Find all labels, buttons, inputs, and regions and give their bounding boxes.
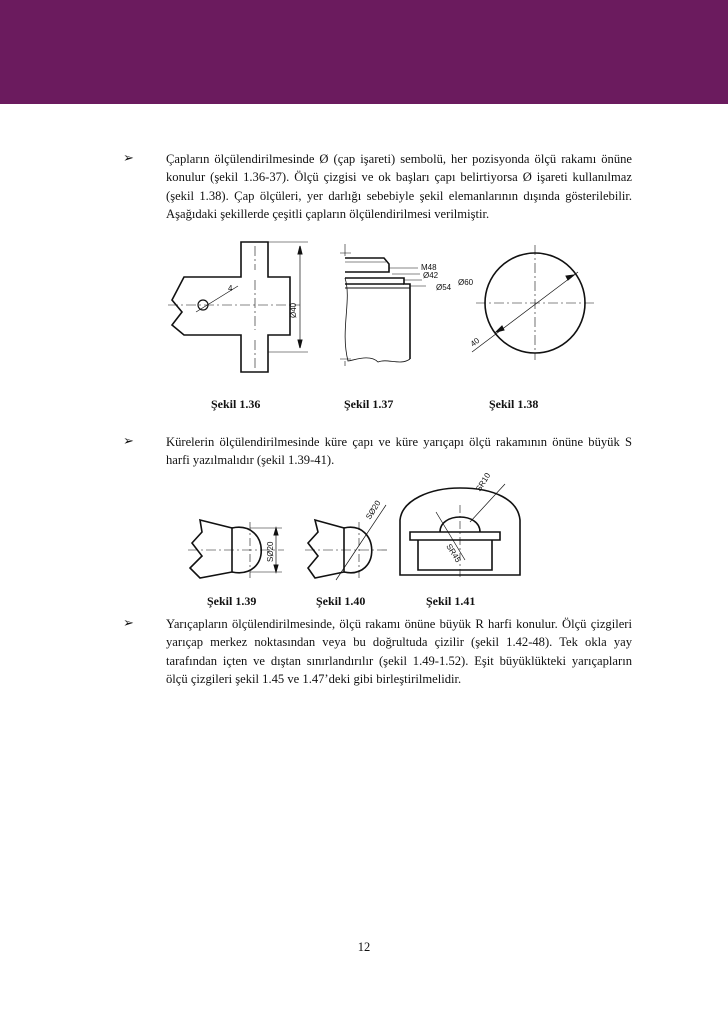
figure-1-40-drawing <box>305 505 388 580</box>
figure-1-38-drawing <box>472 245 594 360</box>
caption-fig-1-37: Şekil 1.37 <box>344 397 394 411</box>
dim-o42: Ø42 <box>423 271 439 280</box>
dim-4: 4 <box>228 284 233 293</box>
caption-fig-1-40: Şekil 1.40 <box>316 594 366 608</box>
dim-o54: Ø54 <box>436 283 452 292</box>
figures-row-2 <box>0 470 728 585</box>
caption-fig-1-38: Şekil 1.38 <box>489 397 539 411</box>
caption-fig-1-39: Şekil 1.39 <box>207 594 257 608</box>
dim-m48: M48 <box>421 263 437 272</box>
figure-1-41-drawing <box>400 484 520 578</box>
dim-so20-fig139: SØ20 <box>266 541 275 562</box>
dim-sr45: SR45 <box>444 542 463 565</box>
dim-so20-fig140: SØ20 <box>364 498 383 522</box>
figures-row-1 <box>0 240 728 375</box>
dim-o60: Ø60 <box>458 278 474 287</box>
dim-o40: Ø40 <box>289 302 298 318</box>
bullet-icon: ➢ <box>123 150 134 165</box>
caption-fig-1-41: Şekil 1.41 <box>426 594 476 608</box>
paragraph-diameters: Çapların ölçülendirilmesinde Ø (çap işareti) sembolü, her pozisyonda ölçü rakamı önüne konulur (şekil 1.36-37). Ölçü çizgisi ve ok başları çapı belirtiyorsa Ø işareti kullanılmaz (şekil 1.38). Çap ölçüleri, yer darlığı sebebiyle şekil elemanlarının dışında gösterilebilir. Aşağıdaki şekillerde çeşitli çapların ölçülendirilmesi verilmiştir. <box>166 152 632 222</box>
figure-1-37-drawing <box>340 244 426 366</box>
paragraph-spheres: Kürelerin ölçülendirilmesinde küre çapı ve küre yarıçapı ölçü rakamının önüne büyük S harfi yazılmalıdır (şekil 1.39-41). <box>166 435 632 468</box>
caption-fig-1-36: Şekil 1.36 <box>211 397 261 411</box>
paragraph-radii: Yarıçapların ölçülendirilmesinde, ölçü rakamı önüne büyük R harfi konulur. Ölçü çizgileri yarıçap merkez noktasından veya bu doğrultuda çizilir (şekil 1.42-48). Tek okla yay tarafından içten ve dıştan sınırlandırılır (şekil 1.49-1.52). Eşit büyüklükteki yarıçapların ölçü çizgileri şekil 1.45 ve 1.47’deki gibi birleştirilmelidir. <box>166 617 632 687</box>
dim-40: 40 <box>468 336 482 349</box>
bullet-icon: ➢ <box>123 433 134 448</box>
bullet-icon: ➢ <box>123 615 134 630</box>
dim-sr10: SR10 <box>474 471 493 494</box>
figure-1-36-drawing <box>168 242 308 372</box>
page-number: 12 <box>357 940 371 954</box>
header-band <box>0 0 728 104</box>
